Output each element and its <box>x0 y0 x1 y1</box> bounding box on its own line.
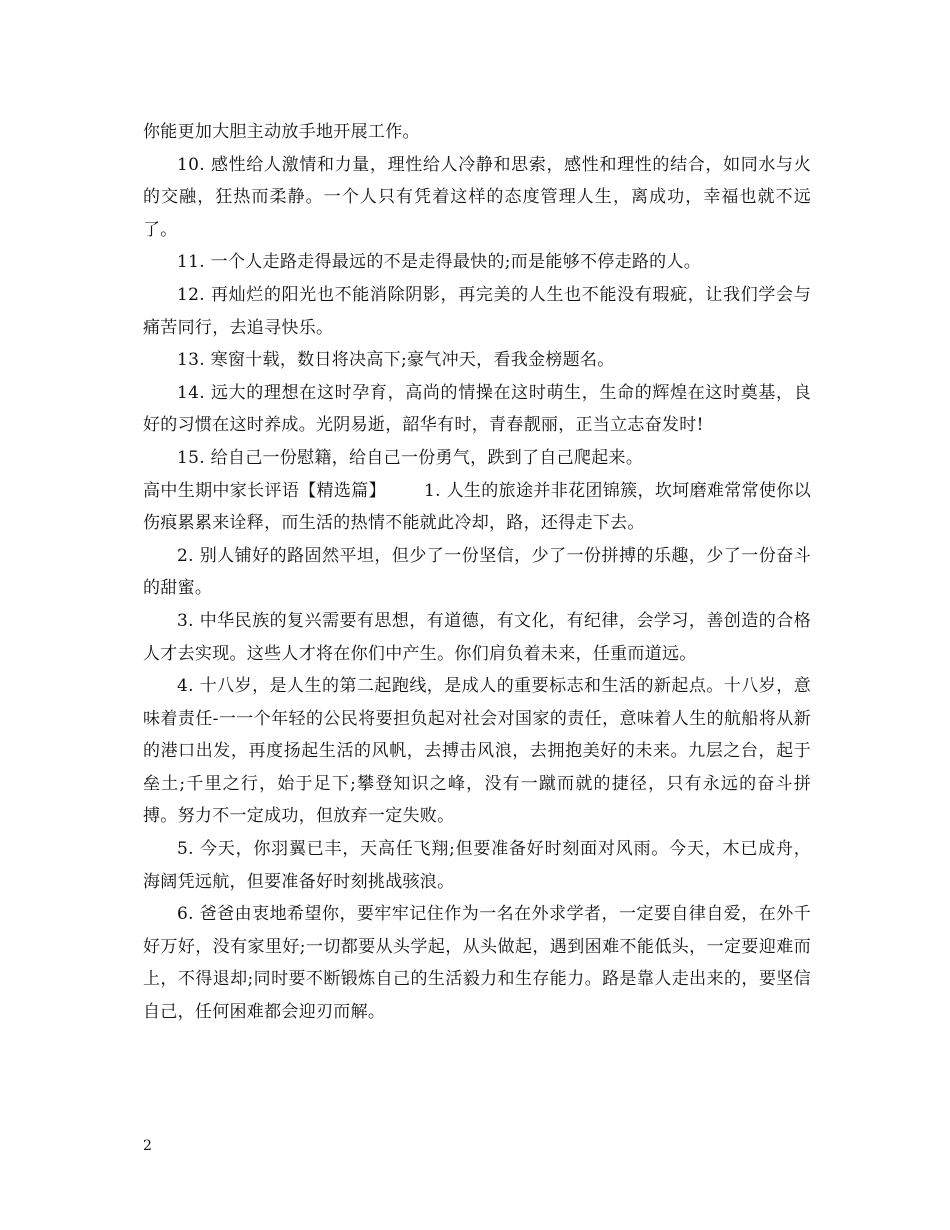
section-heading: 高中生期中家长评语【精选篇】 <box>143 480 386 501</box>
page-number: 2 <box>143 1138 152 1154</box>
list-item-11: 11. 一个人走路走得最远的不是走得最快的;而是能够不停走路的人。 <box>177 252 702 273</box>
section-paragraph <box>143 475 811 540</box>
list-item-4: 4. 十八岁，是人生的第二起跑线，是成人的重要标志和生活的新起点。十八岁，意味着责任-一一个年轻的公民将要担负起对社会对国家的责任，意味着人生的航船将从新的港口出发，再度扬起生活的风帆，去搏击风浪，去拥抱美好的未来。九层之台，起于垒土;千里之行，始于足下;攀登知识之峰，没有一蹴而就的捷径，只有永远的奋斗拼搏。努力不一定成功，但放弃一定失败。 <box>143 676 811 827</box>
list-item-10: 10. 感性给人激情和力量，理性给人冷静和思索，感性和理性的结合，如同水与火的交融，狂热而柔静。一个人只有凭着这样的态度管理人生，离成功，幸福也就不远了。 <box>143 154 811 240</box>
list-item-3: 3. 中华民族的复兴需要有思想，有道德，有文化，有纪律，会学习，善创造的合格人才去实现。这些人才将在你们中产生。你们肩负着未来，任重而道远。 <box>143 610 811 664</box>
list-item-15: 15. 给自己一份慰籍，给自己一份勇气，跌到了自己爬起来。 <box>177 447 644 468</box>
list-item-14: 14. 远大的理想在这时孕育，高尚的情操在这时萌生，生命的辉煌在这时奠基，良好的习惯在这时养成。光阴易逝，韶华有时，青春靓丽，正当立志奋发时! <box>143 382 811 436</box>
list-item-5: 5. 今天，你羽翼已丰，天高任飞翔;但要准备好时刻面对风雨。今天，木已成舟，海阔凭远航，但要准备好时刻挑战骇浪。 <box>143 839 811 892</box>
list-item-13: 13. 寒窗十载，数日将决高下;豪气冲天，看我金榜题名。 <box>177 350 615 371</box>
paragraph-continuation: 你能更加大胆主动放手地开展工作。 <box>143 122 420 142</box>
list-item-2: 2. 别人铺好的路固然平坦，但少了一份坚信，少了一份拼搏的乐趣，少了一份奋斗的甜蜜。 <box>143 545 811 599</box>
list-item-12: 12. 再灿烂的阳光也不能消除阴影，再完美的人生也不能没有瑕疵，让我们学会与痛苦同行，去追寻快乐。 <box>143 284 811 338</box>
document-body <box>143 116 811 1029</box>
list-item-1: 1. 人生的旅途并非花团锦簇，坎坷磨难常常使你以伤痕累累来诠释，而生活的热情不能就此冷却，路，还得走下去。 <box>143 480 812 534</box>
list-item-6: 6. 爸爸由衷地希望你，要牢牢记住作为一名在外求学者，一定要自律自爱，在外千好万好，没有家里好;一切都要从头学起，从头做起，遇到困难不能低头，一定要迎难而上，不得退却;同时要不断锻炼自己的生活毅力和生存能力。路是靠人走出来的，要坚信自己，任何困难都会迎刃而解。 <box>143 904 811 1023</box>
